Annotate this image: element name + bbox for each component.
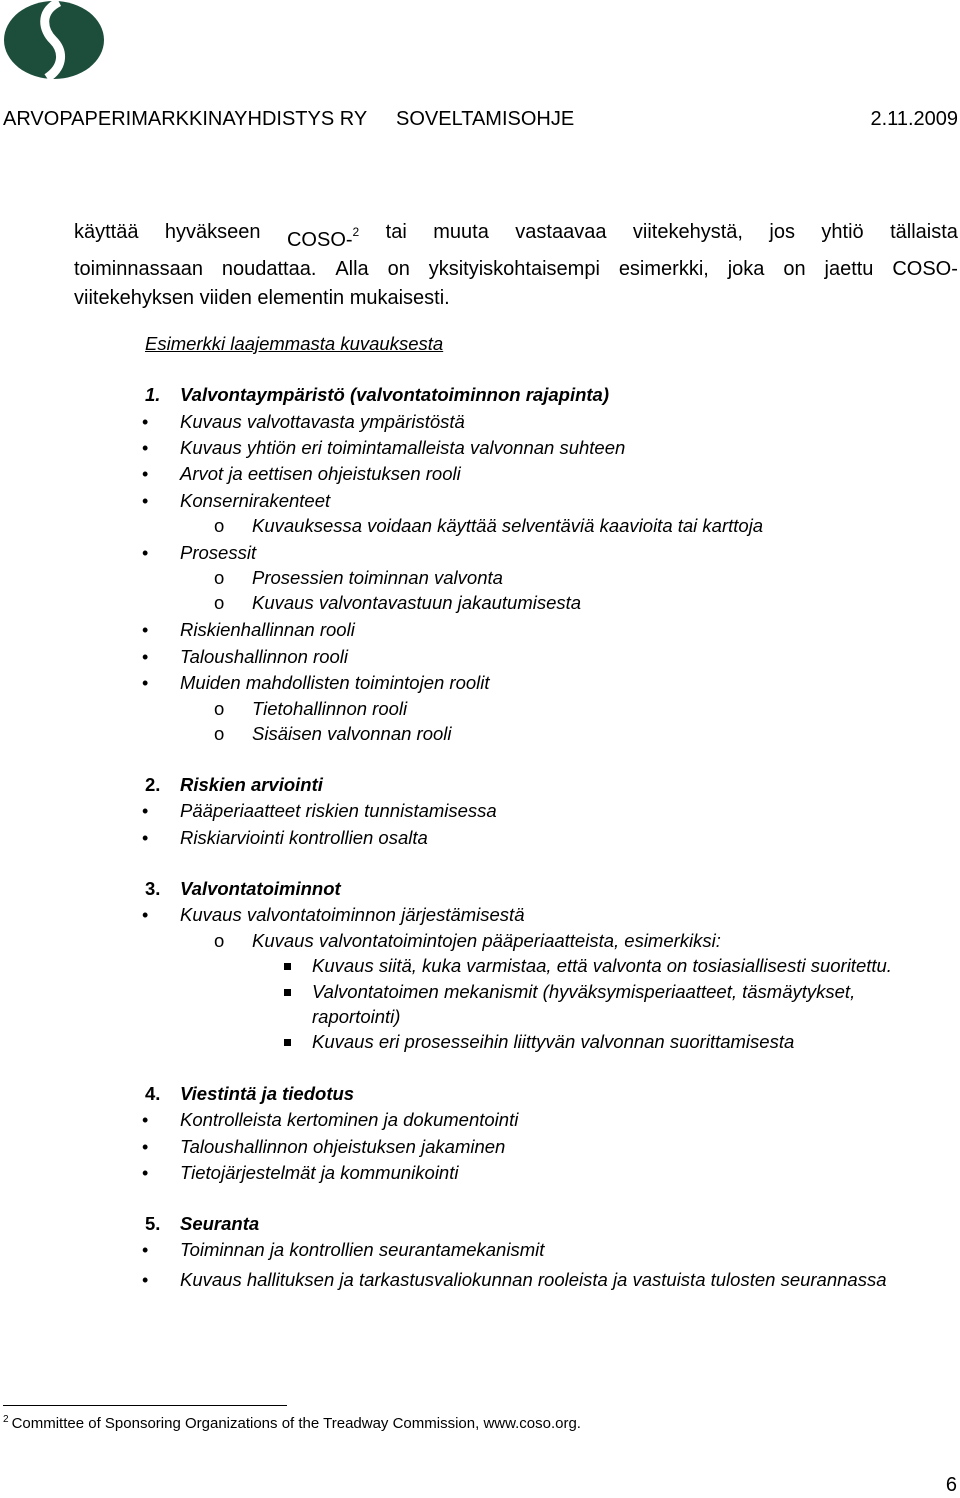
intro-line-1: käyttää hyväkseen COSO-$^2$ tai muuta vastaavaa viitekehystä, jos yhtiö tällaista — [74, 221, 958, 251]
list-item: Kuvaus hallituksen ja tarkastusvaliokunnan rooleista ja vastuista tulosten seurannassa — [180, 1269, 887, 1290]
section-number: 4. — [145, 1083, 161, 1104]
section-title: Valvontaympäristö (valvontatoiminnon rajapinta) — [180, 384, 609, 405]
bullet-icon: • — [142, 1163, 149, 1183]
header-organization: ARVOPAPERIMARKKINAYHDISTYS RY — [3, 108, 368, 130]
sub-list-item: Prosessien toiminnan valvonta — [252, 567, 503, 588]
bullet-icon: • — [142, 412, 149, 432]
sub-bullet-icon: o — [214, 723, 225, 744]
section-number: 3. — [145, 878, 161, 899]
list-item: Tietojärjestelmät ja kommunikointi — [180, 1162, 459, 1183]
bullet-icon: • — [142, 464, 149, 484]
footnote-number: 2 — [3, 1414, 9, 1425]
sub-list-item: Tietohallinnon rooli — [252, 698, 408, 719]
header-date: 2.11.2009 — [870, 108, 958, 130]
page-header — [3, 108, 958, 134]
list-item: Taloushallinnon rooli — [180, 646, 348, 667]
section-number: 2. — [145, 774, 161, 795]
sub-list-item: Kuvaus valvontatoimintojen pääperiaatteista, esimerkiksi: — [252, 930, 721, 951]
bullet-icon: • — [142, 673, 149, 693]
bullet-icon: • — [142, 1240, 149, 1260]
square-bullet-icon — [284, 963, 291, 970]
sub-bullet-icon: o — [214, 567, 225, 588]
section-title: Riskien arviointi — [180, 774, 323, 795]
list-item: Prosessit — [180, 542, 257, 563]
sub-list-item: Sisäisen valvonnan rooli — [252, 723, 452, 744]
sub-bullet-icon: o — [214, 698, 225, 719]
list-item: Pääperiaatteet riskien tunnistamisessa — [180, 800, 497, 821]
bullet-icon: • — [142, 543, 149, 563]
square-bullet-icon — [284, 989, 291, 996]
header-document-type: SOVELTAMISOHJE — [396, 108, 575, 130]
sub-list-item: Kuvauksessa voidaan käyttää selventäviä kaavioita tai karttoja — [252, 515, 764, 536]
section-title: Valvontatoiminnot — [180, 878, 341, 899]
list-item: Kuvaus yhtiön eri toimintamalleista valvonnan suhteen — [180, 437, 626, 458]
bullet-icon: • — [142, 620, 149, 640]
sub-bullet-icon: o — [214, 515, 225, 536]
sub-list-item: Kuvaus valvontavastuun jakautumisesta — [252, 592, 582, 613]
list-item: Arvot ja eettisen ohjeistuksen rooli — [180, 463, 461, 484]
sub-sub-list-item: Kuvaus eri prosesseihin liittyvän valvonnan suorittamisesta — [312, 1031, 795, 1052]
sub-bullet-icon: o — [214, 930, 225, 951]
list-item: Taloushallinnon ohjeistuksen jakaminen — [180, 1136, 506, 1157]
bullet-icon: • — [142, 647, 149, 667]
footnote-text: Committee of Sponsoring Organizations of the Treadway Commission, www.coso.org. — [11, 1415, 581, 1432]
sub-sub-list-item: Valvontatoimen mekanismit (hyväksymisperiaatteet, täsmäytykset, — [312, 981, 856, 1002]
intro-paragraph — [74, 218, 958, 313]
square-bullet-icon — [284, 1039, 291, 1046]
sub-sub-list-item-continuation: raportointi) — [312, 1006, 401, 1027]
page-number: 6 — [945, 1474, 957, 1496]
list-item: Kontrolleista kertominen ja dokumentointi — [180, 1109, 519, 1130]
bullet-icon: • — [142, 801, 149, 821]
footnote-ref: 2 — [352, 225, 360, 239]
bullet-icon: • — [142, 1137, 149, 1157]
bullet-icon: • — [142, 1110, 149, 1130]
section-number: 5. — [145, 1213, 161, 1234]
bullet-icon: • — [142, 491, 149, 511]
list-item: Toiminnan ja kontrollien seurantamekanismit — [180, 1239, 545, 1260]
bullet-icon: • — [142, 905, 149, 925]
bullet-icon: • — [142, 828, 149, 848]
footnote-separator — [3, 1405, 287, 1406]
section-title: Viestintä ja tiedotus — [180, 1083, 355, 1104]
list-item: Riskienhallinnan rooli — [180, 619, 355, 640]
list-item: Kuvaus valvottavasta ympäristöstä — [180, 411, 465, 432]
section-number: 1. — [145, 384, 161, 405]
list-item: Kuvaus valvontatoiminnon järjestämisestä — [180, 904, 525, 925]
intro-line-3: viitekehyksen viiden elementin mukaisesti. — [74, 287, 450, 309]
list-item: Konsernirakenteet — [180, 490, 331, 511]
sub-sub-list-item: Kuvaus siitä, kuka varmistaa, että valvonta on tosiasiallisesti suoritettu. — [312, 955, 892, 976]
footnote — [3, 1414, 581, 1432]
section-title: Seuranta — [180, 1213, 260, 1234]
intro-line-2: toiminnassaan noudattaa. Alla on yksityiskohtaisempi esimerkki, joka on jaettu COSO- — [74, 258, 958, 280]
sub-bullet-icon: o — [214, 592, 225, 613]
example-heading-link[interactable]: Esimerkki laajemmasta kuvauksesta — [145, 333, 444, 354]
bullet-icon: • — [142, 1270, 149, 1290]
bullet-icon: • — [142, 438, 149, 458]
list-item: Riskiarviointi kontrollien osalta — [180, 827, 428, 848]
list-item: Muiden mahdollisten toimintojen roolit — [180, 672, 490, 693]
organization-logo — [3, 0, 105, 80]
